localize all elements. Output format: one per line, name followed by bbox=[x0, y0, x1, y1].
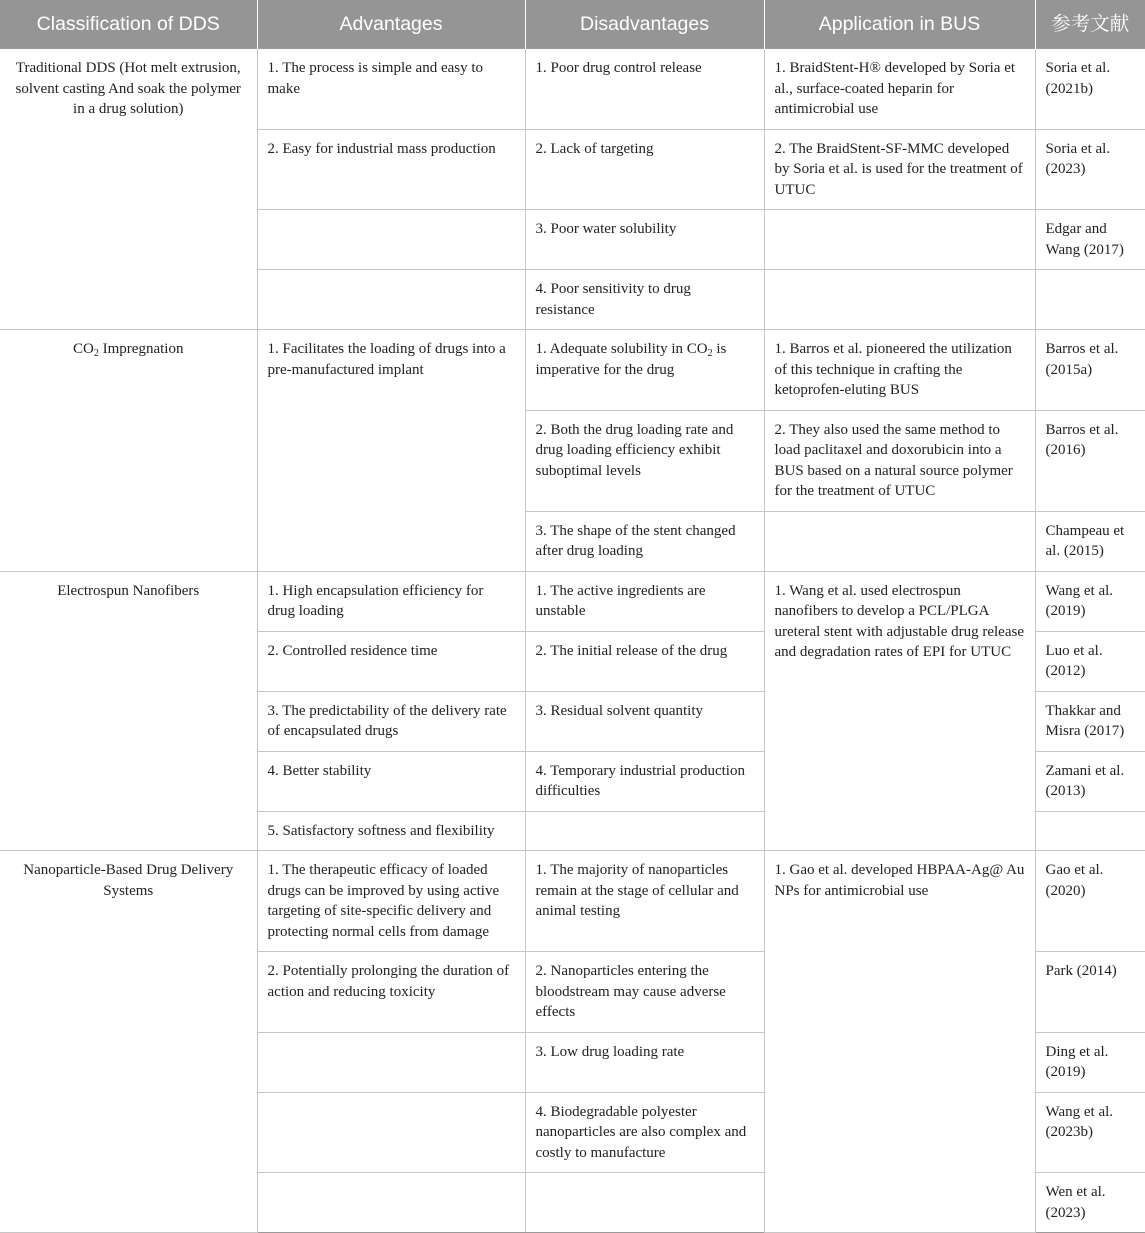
advantage-cell: 1. The therapeutic efficacy of loaded drugs can be improved by using active targeting of site-specific delivery and protecting normal cells from damage bbox=[257, 851, 525, 952]
disadvantage-cell bbox=[525, 330, 764, 411]
reference-cell: Wang et al. (2019) bbox=[1035, 571, 1145, 631]
disadvantage-cell: 3. Low drug loading rate bbox=[525, 1032, 764, 1092]
disadvantage-text: is imperative for the drug bbox=[535, 341, 727, 378]
table-row bbox=[0, 49, 1145, 130]
classification-cell: Electrospun Nanofibers bbox=[0, 571, 257, 851]
disadvantage-cell: 4. Biodegradable polyester nanoparticles are also complex and costly to manufacture bbox=[525, 1092, 764, 1173]
reference-cell: Luo et al. (2012) bbox=[1035, 631, 1145, 691]
application-cell: 1. BraidStent-H® developed by Soria et al., surface-coated heparin for antimicrobial use bbox=[764, 49, 1035, 130]
advantage-cell: 2. Potentially prolonging the duration of action and reducing toxicity bbox=[257, 952, 525, 1033]
application-cell bbox=[764, 270, 1035, 330]
header-references: 参考文献 bbox=[1035, 0, 1145, 49]
disadvantage-cell: 2. Both the drug loading rate and drug loading efficiency exhibit suboptimal levels bbox=[525, 410, 764, 511]
reference-cell: Soria et al. (2021b) bbox=[1035, 49, 1145, 130]
reference-cell: Ding et al. (2019) bbox=[1035, 1032, 1145, 1092]
application-cell: 1. Gao et al. developed HBPAA-Ag@ Au NPs for antimicrobial use bbox=[764, 851, 1035, 1233]
reference-cell: Zamani et al. (2013) bbox=[1035, 751, 1145, 811]
advantage-cell bbox=[257, 1092, 525, 1173]
advantage-cell: 1. The process is simple and easy to make bbox=[257, 49, 525, 130]
disadvantage-cell: 3. Residual solvent quantity bbox=[525, 691, 764, 751]
disadvantage-cell: 1. Poor drug control release bbox=[525, 49, 764, 130]
advantage-cell: 2. Easy for industrial mass production bbox=[257, 129, 525, 210]
application-cell: 2. They also used the same method to load paclitaxel and doxorubicin into a BUS based on a natural source polymer for the treatment of UTUC bbox=[764, 410, 1035, 511]
application-cell bbox=[764, 511, 1035, 571]
classification-cell: Nanoparticle-Based Drug Delivery Systems bbox=[0, 851, 257, 1233]
reference-cell bbox=[1035, 811, 1145, 851]
header-disadvantages: Disadvantages bbox=[525, 0, 764, 49]
advantage-cell: 1. Facilitates the loading of drugs into a pre-manufactured implant bbox=[257, 330, 525, 572]
advantage-cell: 3. The predictability of the delivery rate of encapsulated drugs bbox=[257, 691, 525, 751]
header-row bbox=[0, 0, 1145, 49]
disadvantage-cell: 3. The shape of the stent changed after drug loading bbox=[525, 511, 764, 571]
reference-cell: Soria et al. (2023) bbox=[1035, 129, 1145, 210]
disadvantage-cell: 4. Temporary industrial production difficulties bbox=[525, 751, 764, 811]
disadvantage-cell: 2. The initial release of the drug bbox=[525, 631, 764, 691]
advantage-cell: 2. Controlled residence time bbox=[257, 631, 525, 691]
disadvantage-cell: 4. Poor sensitivity to drug resistance bbox=[525, 270, 764, 330]
classification-cell bbox=[0, 330, 257, 572]
disadvantage-cell: 3. Poor water solubility bbox=[525, 210, 764, 270]
table-row bbox=[0, 851, 1145, 952]
reference-cell: Park (2014) bbox=[1035, 952, 1145, 1033]
disadvantage-cell: 1. The majority of nanoparticles remain at the stage of cellular and animal testing bbox=[525, 851, 764, 952]
disadvantage-cell: 1. The active ingredients are unstable bbox=[525, 571, 764, 631]
application-cell: 1. Wang et al. used electrospun nanofibers to develop a PCL/PLGA ureteral stent with adjustable drug release and degradation rates of EPI for UTUC bbox=[764, 571, 1035, 851]
reference-cell: Barros et al. (2016) bbox=[1035, 410, 1145, 511]
reference-cell: Barros et al. (2015a) bbox=[1035, 330, 1145, 411]
advantage-cell: 4. Better stability bbox=[257, 751, 525, 811]
disadvantage-cell bbox=[525, 811, 764, 851]
classification-text: CO bbox=[73, 341, 94, 357]
reference-cell: Wen et al. (2023) bbox=[1035, 1173, 1145, 1233]
application-cell: 1. Barros et al. pioneered the utilization of this technique in crafting the ketoprofen-eluting BUS bbox=[764, 330, 1035, 411]
advantage-cell: 5. Satisfactory softness and flexibility bbox=[257, 811, 525, 851]
table-row bbox=[0, 330, 1145, 411]
table-row bbox=[0, 571, 1145, 631]
advantage-cell bbox=[257, 270, 525, 330]
subscript-text: 2 bbox=[707, 348, 713, 359]
advantage-cell: 1. High encapsulation efficiency for drug loading bbox=[257, 571, 525, 631]
application-cell bbox=[764, 210, 1035, 270]
application-cell: 2. The BraidStent-SF-MMC developed by Soria et al. is used for the treatment of UTUC bbox=[764, 129, 1035, 210]
header-classification: Classification of DDS bbox=[0, 0, 257, 49]
disadvantage-cell: 2. Nanoparticles entering the bloodstream may cause adverse effects bbox=[525, 952, 764, 1033]
advantage-cell bbox=[257, 210, 525, 270]
disadvantage-cell: 2. Lack of targeting bbox=[525, 129, 764, 210]
classification-text: Impregnation bbox=[98, 341, 184, 357]
disadvantage-cell bbox=[525, 1173, 764, 1233]
advantage-cell bbox=[257, 1173, 525, 1233]
reference-cell: Champeau et al. (2015) bbox=[1035, 511, 1145, 571]
reference-cell bbox=[1035, 270, 1145, 330]
advantage-cell bbox=[257, 1032, 525, 1092]
header-application: Application in BUS bbox=[764, 0, 1035, 49]
reference-cell: Edgar and Wang (2017) bbox=[1035, 210, 1145, 270]
header-advantages: Advantages bbox=[257, 0, 525, 49]
reference-cell: Wang et al. (2023b) bbox=[1035, 1092, 1145, 1173]
reference-cell: Thakkar and Misra (2017) bbox=[1035, 691, 1145, 751]
reference-cell: Gao et al. (2020) bbox=[1035, 851, 1145, 952]
classification-cell: Traditional DDS (Hot melt extrusion, solvent casting And soak the polymer in a drug solution) bbox=[0, 49, 257, 330]
disadvantage-text: 1. Adequate solubility in CO bbox=[535, 341, 708, 357]
subscript-text: 2 bbox=[93, 348, 99, 359]
